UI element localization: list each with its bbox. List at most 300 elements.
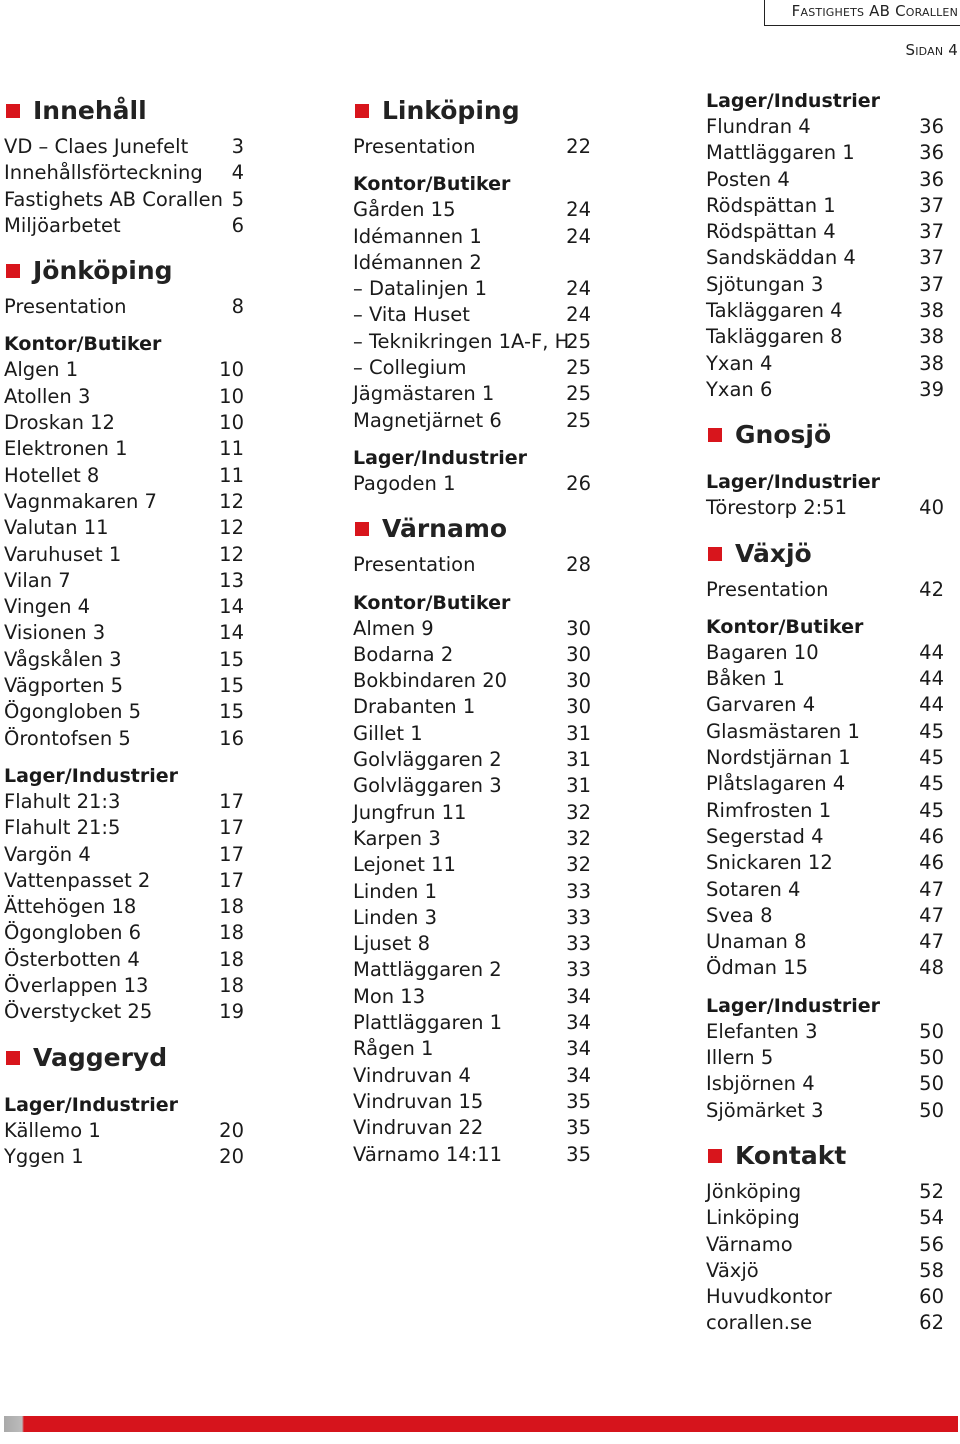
entry-name: Jungfrun 11 <box>353 800 467 824</box>
entry-name: Idémannen 1 <box>353 224 482 248</box>
entry-page-number: 10 <box>219 384 244 408</box>
entry-name: Isbjörnen 4 <box>706 1072 815 1096</box>
toc-entry <box>353 852 595 878</box>
section-title-label: Vaggeryd <box>33 1042 168 1072</box>
entry-page-number: 44 <box>919 667 944 691</box>
entry-name: Innehållsförteckning <box>4 161 203 185</box>
section-title-label: Värnamo <box>382 514 508 544</box>
entry-page-number: 31 <box>566 774 591 798</box>
header-company-name: Fastighets AB Corallen <box>791 2 958 20</box>
entry-page-number: 39 <box>919 377 944 401</box>
entry-name: Ättehögen 18 <box>4 895 137 919</box>
toc-entry <box>706 1310 948 1336</box>
entry-page-number: 24 <box>566 303 591 327</box>
toc-entry <box>353 408 595 434</box>
entry-page-number: 37 <box>919 246 944 270</box>
entry-name: Posten 4 <box>706 167 790 191</box>
entry-page-number: 50 <box>919 1072 944 1096</box>
entry-page-number: 36 <box>919 167 944 191</box>
toc-entry <box>353 1089 595 1115</box>
entry-name: Rimfrosten 1 <box>706 798 832 822</box>
toc-section <box>706 412 948 521</box>
section-title <box>706 1133 948 1179</box>
entry-page-number: 15 <box>219 674 244 698</box>
entry-name: VD – Claes Junefelt <box>4 135 189 158</box>
toc-entry <box>706 324 948 350</box>
entry-name: Vindruvan 4 <box>353 1063 471 1087</box>
toc-entry <box>353 250 595 276</box>
toc-entry <box>706 298 948 324</box>
group-heading: Lager/Industrier <box>706 471 880 494</box>
entry-name: Örontofsen 5 <box>4 726 131 750</box>
entry-name: Unaman 8 <box>706 930 807 954</box>
entry-page-number: 45 <box>919 772 944 796</box>
entry-page-number: 33 <box>566 905 591 929</box>
entry-name: Bokbindaren 20 <box>353 669 508 693</box>
entry-name: Atollen 3 <box>4 384 91 408</box>
entry-name: Varuhuset 1 <box>4 542 122 566</box>
group-heading: Lager/Industrier <box>706 994 880 1017</box>
entry-name: Ljuset 8 <box>353 932 431 956</box>
entry-name: Flundran 4 <box>706 115 811 138</box>
entry-page-number: 15 <box>219 647 244 671</box>
entry-page-number: 3 <box>231 135 244 158</box>
entry-name: Värnamo 14:11 <box>353 1142 503 1166</box>
entry-page-number: 11 <box>219 463 244 487</box>
entry-name: Segerstad 4 <box>706 824 824 848</box>
toc-entry <box>706 903 948 929</box>
entry-page-number: 45 <box>919 746 944 770</box>
toc-entry <box>706 824 948 850</box>
toc-entry <box>353 984 595 1010</box>
toc-entry <box>353 381 595 407</box>
entry-name: Sandskäddan 4 <box>706 246 856 270</box>
toc-entry <box>706 1258 948 1284</box>
entry-name: Yxan 6 <box>706 377 773 401</box>
entry-page-number: 24 <box>566 277 591 301</box>
toc-entry <box>353 721 595 747</box>
entry-name: Vilan 7 <box>4 568 71 592</box>
toc-entry <box>706 1284 948 1310</box>
section-title <box>4 1035 248 1081</box>
entry-name: Vagnmakaren 7 <box>4 489 157 513</box>
entry-page-number: 38 <box>919 299 944 323</box>
entry-page-number: 6 <box>231 213 244 237</box>
toc-section <box>706 531 948 1124</box>
entry-page-number: 54 <box>919 1206 944 1230</box>
entry-page-number: 46 <box>919 851 944 875</box>
entry-page-number: 58 <box>919 1258 944 1282</box>
section-title-label: Gnosjö <box>735 420 832 450</box>
toc-entry <box>4 160 248 186</box>
toc-entry <box>706 114 948 140</box>
entry-name: – Collegium <box>353 356 467 380</box>
entry-page-number: 47 <box>919 930 944 954</box>
entry-name: Rågen 1 <box>353 1037 434 1061</box>
entry-name: Gillet 1 <box>353 721 423 745</box>
entry-page-number: 17 <box>219 868 244 892</box>
toc-entry <box>4 868 248 894</box>
entry-page-number: 42 <box>919 577 944 601</box>
entry-name: Vindruvan 15 <box>353 1089 484 1113</box>
entry-page-number: 31 <box>566 721 591 745</box>
entry-page-number: 17 <box>219 842 244 866</box>
entry-page-number: 25 <box>566 408 591 432</box>
section-title-label: Innehåll <box>33 96 147 125</box>
toc-entry <box>353 329 595 355</box>
toc-entry <box>706 771 948 797</box>
entry-page-number: 38 <box>919 351 944 375</box>
entry-page-number: 12 <box>219 516 244 540</box>
entry-name: Idémannen 2 <box>353 250 482 274</box>
entry-page-number: 44 <box>919 640 944 664</box>
entry-name: Flahult 21:3 <box>4 789 121 813</box>
entry-page-number: 30 <box>566 616 591 640</box>
entry-name: Magnetjärnet 6 <box>353 408 502 432</box>
entry-name: Takläggaren 4 <box>706 299 843 323</box>
toc-entry <box>706 1232 948 1258</box>
toc-entry <box>353 694 595 720</box>
section-title <box>706 531 948 577</box>
toc-entry <box>353 773 595 799</box>
entry-name: Jägmästaren 1 <box>353 382 495 406</box>
toc-entry <box>353 800 595 826</box>
toc-entry <box>706 245 948 271</box>
toc-entry <box>353 302 595 328</box>
entry-page-number: 18 <box>219 947 244 971</box>
header-page-number: Sidan 4 <box>905 41 958 59</box>
entry-name: Golvläggaren 3 <box>353 774 502 798</box>
toc-entry <box>353 471 595 497</box>
entry-name: Glasmästaren 1 <box>706 719 860 743</box>
toc-entry <box>706 193 948 219</box>
entry-name: Vägporten 5 <box>4 674 124 698</box>
entry-name: Presentation <box>353 135 476 158</box>
toc-entry <box>706 1019 948 1045</box>
toc-entry <box>706 955 948 981</box>
entry-page-number: 10 <box>219 411 244 435</box>
toc-entry <box>4 515 248 541</box>
entry-page-number: 8 <box>231 295 244 319</box>
entry-name: Presentation <box>353 553 476 577</box>
entry-page-number: 36 <box>919 141 944 165</box>
entry-page-number: 50 <box>919 1098 944 1122</box>
entry-page-number: 50 <box>919 1019 944 1043</box>
entry-page-number: 47 <box>919 903 944 927</box>
entry-name: – Teknikringen 1A-F, H <box>353 329 570 353</box>
toc-entry <box>706 666 948 692</box>
entry-page-number: 18 <box>219 974 244 998</box>
entry-page-number: 45 <box>919 798 944 822</box>
entry-name: Presentation <box>4 295 127 319</box>
entry-name: Överstycket 25 <box>4 1000 153 1024</box>
entry-name: Huvudkontor <box>706 1285 832 1309</box>
section-title-label: Jönköping <box>33 256 173 286</box>
toc-entry <box>353 224 595 250</box>
toc-entry <box>353 355 595 381</box>
entry-page-number: 52 <box>919 1179 944 1203</box>
entry-page-number: 40 <box>919 496 944 520</box>
entry-name: Ögongloben 6 <box>4 921 142 945</box>
entry-page-number: 37 <box>919 272 944 296</box>
toc-entry <box>4 294 248 320</box>
entry-page-number: 15 <box>219 700 244 724</box>
entry-page-number: 47 <box>919 877 944 901</box>
toc-entry <box>353 552 595 578</box>
entry-name: Valutan 11 <box>4 516 109 540</box>
entry-name: Flahult 21:5 <box>4 816 121 840</box>
entry-name: Vingen 4 <box>4 595 91 619</box>
entry-name: Elefanten 3 <box>706 1019 818 1043</box>
entry-name: Linden 3 <box>353 905 437 929</box>
entry-page-number: 37 <box>919 220 944 244</box>
toc-entry <box>706 1179 948 1205</box>
section-title <box>353 506 595 552</box>
toc-entry <box>706 692 948 718</box>
red-square-bullet-icon <box>708 428 722 442</box>
entry-page-number: 25 <box>566 329 591 353</box>
entry-page-number: 50 <box>919 1046 944 1070</box>
entry-page-number: 33 <box>566 932 591 956</box>
entry-name: Fastighets AB Corallen <box>4 187 223 211</box>
footer-accent-bar <box>4 1416 958 1432</box>
section-title <box>4 248 248 294</box>
toc-section <box>353 506 595 1168</box>
toc-entry <box>353 879 595 905</box>
entry-page-number: 34 <box>566 984 591 1008</box>
entry-name: Vargön 4 <box>4 842 91 866</box>
toc-entry <box>353 826 595 852</box>
toc-entry <box>706 850 948 876</box>
entry-page-number: 17 <box>219 816 244 840</box>
toc-entry <box>353 642 595 668</box>
toc-entry <box>4 999 248 1025</box>
toc-entry <box>4 894 248 920</box>
entry-name: – Datalinjen 1 <box>353 277 488 301</box>
entry-page-number: 13 <box>219 568 244 592</box>
entry-page-number: 56 <box>919 1232 944 1256</box>
entry-page-number: 48 <box>919 956 944 980</box>
entry-page-number: 22 <box>566 135 591 158</box>
entry-page-number: 60 <box>919 1285 944 1309</box>
toc-column-1 <box>4 88 248 1170</box>
toc-column-3 <box>706 88 948 1337</box>
toc-entry <box>353 931 595 957</box>
entry-name: Mon 13 <box>353 984 426 1008</box>
entry-page-number: 16 <box>219 726 244 750</box>
toc-entry <box>4 1144 248 1170</box>
red-square-bullet-icon <box>355 104 369 118</box>
entry-page-number: 35 <box>566 1142 591 1166</box>
entry-name: Värnamo <box>706 1232 793 1256</box>
toc-entry <box>706 640 948 666</box>
toc-entry <box>706 167 948 193</box>
entry-name: Pagoden 1 <box>353 471 456 495</box>
toc-entry <box>706 1205 948 1231</box>
entry-name: Österbotten 4 <box>4 947 140 971</box>
entry-name: Rödspättan 1 <box>706 193 836 217</box>
entry-page-number: 34 <box>566 1063 591 1087</box>
toc-entry <box>706 377 948 403</box>
entry-page-number: 38 <box>919 325 944 349</box>
entry-page-number: 62 <box>919 1311 944 1335</box>
toc-entry <box>4 647 248 673</box>
toc-column-2 <box>353 88 595 1168</box>
toc-entry <box>4 947 248 973</box>
toc-entry <box>4 384 248 410</box>
entry-page-number: 34 <box>566 1037 591 1061</box>
entry-name: Törestorp 2:51 <box>706 496 847 520</box>
toc-section <box>706 1133 948 1337</box>
toc-entry <box>353 1063 595 1089</box>
group-heading: Lager/Industrier <box>353 446 527 469</box>
red-square-bullet-icon <box>6 104 20 118</box>
toc-entry <box>4 973 248 999</box>
toc-entry <box>353 616 595 642</box>
red-square-bullet-icon <box>6 264 20 278</box>
toc-entry <box>4 134 248 160</box>
entry-name: Plåtslagaren 4 <box>706 772 846 796</box>
entry-name: Jönköping <box>706 1179 802 1203</box>
toc-entry <box>4 436 248 462</box>
group-heading: Lager/Industrier <box>706 90 880 112</box>
toc-entry <box>706 719 948 745</box>
toc-entry <box>353 276 595 302</box>
entry-page-number: 46 <box>919 824 944 848</box>
entry-name: Miljöarbetet <box>4 213 121 237</box>
toc-entry <box>4 542 248 568</box>
entry-name: Almen 9 <box>353 616 434 640</box>
entry-name: Droskan 12 <box>4 411 115 435</box>
entry-page-number: 45 <box>919 719 944 743</box>
toc-entry <box>706 745 948 771</box>
entry-page-number: 25 <box>566 382 591 406</box>
entry-page-number: 35 <box>566 1089 591 1113</box>
entry-name: Bagaren 10 <box>706 640 819 664</box>
toc-entry <box>4 187 248 213</box>
toc-entry <box>706 1098 948 1124</box>
entry-name: Yggen 1 <box>4 1144 84 1168</box>
section-title-label: Kontakt <box>735 1140 847 1170</box>
entry-page-number: 18 <box>219 921 244 945</box>
entry-name: Ödman 15 <box>706 956 809 980</box>
entry-name: Karpen 3 <box>353 826 441 850</box>
section-title-label: Växjö <box>735 538 812 568</box>
entry-name: Båken 1 <box>706 667 785 691</box>
entry-page-number: 32 <box>566 800 591 824</box>
entry-name: Sotaren 4 <box>706 877 801 901</box>
toc-entry <box>706 798 948 824</box>
toc-entry <box>706 1071 948 1097</box>
toc-entry <box>353 1115 595 1141</box>
entry-page-number: 36 <box>919 115 944 138</box>
header-divider-vertical <box>764 0 765 26</box>
entry-name: Drabanten 1 <box>353 695 476 719</box>
group-heading: Lager/Industrier <box>4 1093 178 1116</box>
entry-name: Vattenpasset 2 <box>4 868 151 892</box>
entry-page-number: 24 <box>566 224 591 248</box>
toc-entry <box>4 699 248 725</box>
entry-name: Överlappen 13 <box>4 974 149 998</box>
toc-entry <box>353 905 595 931</box>
toc-entry <box>4 842 248 868</box>
toc-entry <box>706 140 948 166</box>
entry-page-number: 30 <box>566 642 591 666</box>
toc-entry <box>706 1045 948 1071</box>
toc-entry <box>4 594 248 620</box>
entry-page-number: 14 <box>219 621 244 645</box>
entry-page-number: 11 <box>219 437 244 461</box>
entry-page-number: 4 <box>231 161 244 185</box>
toc-entry <box>4 726 248 752</box>
toc-section <box>4 88 248 239</box>
entry-page-number: 17 <box>219 789 244 813</box>
toc-section <box>4 1035 248 1171</box>
red-square-bullet-icon <box>708 547 722 561</box>
entry-name: Växjö <box>706 1258 759 1282</box>
entry-page-number: 24 <box>566 198 591 222</box>
toc-entry <box>4 673 248 699</box>
red-square-bullet-icon <box>708 1149 722 1163</box>
entry-name: Visionen 3 <box>4 621 106 645</box>
entry-name: Vågskålen 3 <box>4 647 122 671</box>
entry-name: Nordstjärnan 1 <box>706 746 851 770</box>
toc-entry <box>706 351 948 377</box>
entry-page-number: 44 <box>919 693 944 717</box>
entry-name: Sjötungan 3 <box>706 272 824 296</box>
toc-entry <box>706 577 948 603</box>
red-square-bullet-icon <box>6 1051 20 1065</box>
entry-page-number: 5 <box>231 187 244 211</box>
entry-name: Illern 5 <box>706 1046 774 1070</box>
toc-section <box>4 248 248 1025</box>
entry-page-number: 20 <box>219 1144 244 1168</box>
entry-page-number: 30 <box>566 695 591 719</box>
toc-entry <box>4 789 248 815</box>
entry-name: Lejonet 11 <box>353 853 456 877</box>
entry-name: Yxan 4 <box>706 351 773 375</box>
entry-page-number: 32 <box>566 853 591 877</box>
section-title <box>4 88 248 134</box>
section-title <box>706 412 948 458</box>
entry-name: Vindruvan 22 <box>353 1116 484 1140</box>
entry-name: corallen.se <box>706 1311 813 1335</box>
toc-entry <box>706 495 948 521</box>
entry-page-number: 37 <box>919 193 944 217</box>
section-title <box>353 88 595 134</box>
group-heading: Kontor/Butiker <box>4 333 162 356</box>
entry-page-number: 25 <box>566 356 591 380</box>
entry-page-number: 20 <box>219 1118 244 1142</box>
entry-name: Elektronen 1 <box>4 437 128 461</box>
toc-entry <box>353 1142 595 1168</box>
toc-entry <box>4 357 248 383</box>
entry-page-number: 26 <box>566 471 591 495</box>
entry-name: Gården 15 <box>353 198 456 222</box>
entry-name: Golvläggaren 2 <box>353 748 502 772</box>
entry-name: Rödspättan 4 <box>706 220 836 244</box>
entry-page-number: 32 <box>566 826 591 850</box>
entry-page-number: 33 <box>566 958 591 982</box>
entry-page-number: 18 <box>219 895 244 919</box>
toc-entry <box>353 668 595 694</box>
entry-name: Garvaren 4 <box>706 693 816 717</box>
entry-name: Algen 1 <box>4 358 79 382</box>
toc-entry <box>353 957 595 983</box>
entry-page-number: 10 <box>219 358 244 382</box>
toc-section <box>706 88 948 403</box>
entry-name: Linköping <box>706 1206 800 1230</box>
